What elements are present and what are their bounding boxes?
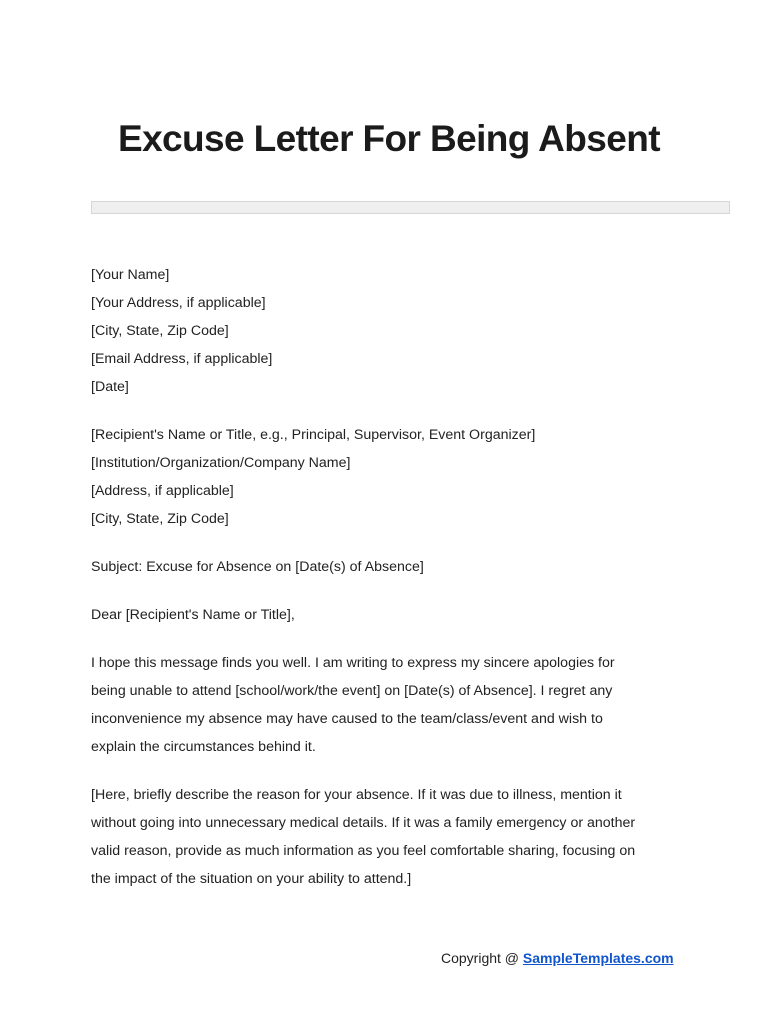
recipient-city: [City, State, Zip Code] [91,511,229,527]
subject-line: Subject: Excuse for Absence on [Date(s) of Absence] [91,559,424,575]
paragraph-line: valid reason, provide as much information as you feel comfortable sharing, focusing on [91,843,636,859]
paragraph-line: inconvenience my absence may have caused to the team/class/event and wish to [91,711,603,727]
sender-date: [Date] [91,379,129,395]
sender-block [91,261,691,401]
sender-address: [Your Address, if applicable] [91,295,266,311]
recipient-block [91,421,691,533]
paragraph-intro [91,649,691,761]
recipient-institution: [Institution/Organization/Company Name] [91,455,351,471]
recipient-address: [Address, if applicable] [91,483,234,499]
subject-block [91,553,691,581]
copyright-footer [441,950,674,966]
salutation-block [91,601,691,629]
title-divider [91,201,730,214]
sender-name: [Your Name] [91,267,170,283]
copyright-prefix: Copyright @ [441,950,523,966]
sampletemplates-link[interactable]: SampleTemplates.com [522,950,674,966]
paragraph-line: I hope this message finds you well. I am writing to express my sincere apologies for [91,655,615,671]
paragraph-line: without going into unnecessary medical details. If it was a family emergency or another [91,815,636,831]
document-title: Excuse Letter For Being Absent [118,118,660,159]
sender-city: [City, State, Zip Code] [91,323,229,339]
paragraph-line: being unable to attend [school/work/the event] on [Date(s) of Absence]. I regret any [91,683,613,699]
recipient-name: [Recipient's Name or Title, e.g., Principal, Supervisor, Event Organizer] [91,427,536,443]
sender-email: [Email Address, if applicable] [91,351,273,367]
letter-body [91,261,691,893]
paragraph-reason [91,781,691,893]
paragraph-line: the impact of the situation on your ability to attend.] [91,871,412,887]
salutation: Dear [Recipient's Name or Title], [91,607,295,623]
paragraph-line: explain the circumstances behind it. [91,739,316,755]
paragraph-line: [Here, briefly describe the reason for your absence. If it was due to illness, mention it [91,787,622,803]
